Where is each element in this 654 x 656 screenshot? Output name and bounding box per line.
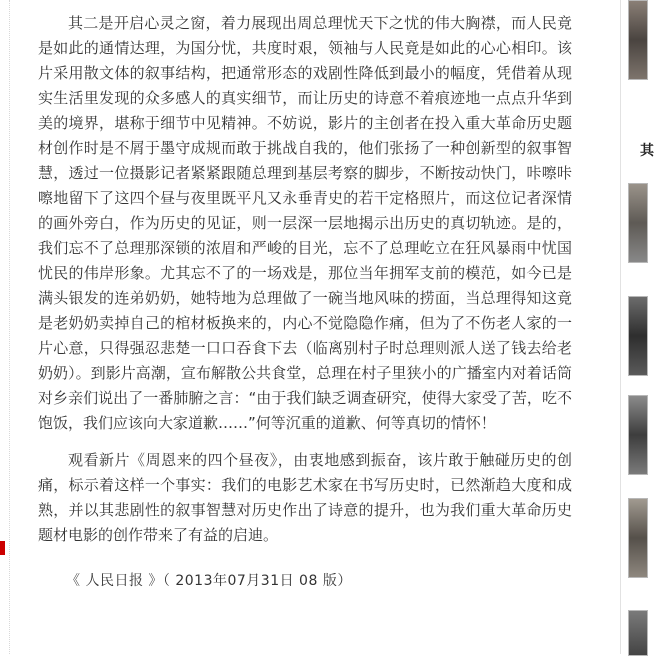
sidebar-thumbnail-image[interactable] xyxy=(628,183,648,263)
left-column-border xyxy=(0,0,10,654)
sidebar-thumbnail-image[interactable] xyxy=(628,296,648,376)
article-body xyxy=(38,11,572,560)
sidebar-thumbnail-image[interactable] xyxy=(628,610,648,656)
article-paragraph: 观看新片《周恩来的四个昼夜》，由衷地感到振奋，该片敢于触碰历史的创痛，标示着这样一个事实：我们的电影艺术家在书写历史时，已然渐趋大度和成熟，并以其悲剧性的叙事智慧对历史作出了诗意的提升，也为我们重大革命历史题材电影的创作带来了有益的启迪。 xyxy=(38,451,572,544)
left-red-tab[interactable] xyxy=(0,541,5,555)
sidebar-heading-fragment: 其 xyxy=(640,143,654,159)
article-paragraph: 其二是开启心灵之窗，着力展现出周总理忧天下之忧的伟大胸襟，而人民竟是如此的通情达理，为国分忧，共度时艰，领袖与人民竟是如此的心心相印。该片采用散文体的叙事结构，把通常形态的戏剧性降低到最小的幅度，凭借着从现实生活里发现的众多感人的真实细节，而让历史的诗意不着痕迹地一点点升华到美的境界，堪称于细节中见精神。不妨说，影片的主创者在投入重大革命历史题材创作时是不屑于墨守成规而敢于挑战自我的，他们张扬了一种创新型的叙事智慧，透过一位摄影记者紧紧跟随总理到基层考察的脚步，不断按动快门，咔嚓咔嚓地留下了这四个昼与夜里既平凡又永垂青史的若干定格照片，而这位记者深情的画外旁白，作为历史的见证，则一层深一层地揭示出历史的真切轨迹。是的，我们忘不了总理那深锁的浓眉和严峻的目光，忘不了总理屹立在狂风暴雨中忧国忧民的伟岸形象。尤其忘不了的一场戏是，那位当年拥军支前的模范，如今已是满头银发的连弟奶奶，她特地为总理做了一碗当地风味的捞面，当总理得知这竟是老奶奶卖掉自己的棺材板换来的，内心不觉隐隐作痛，但为了不伤老人家的一片心意，只得强忍悲楚一口口吞食下去（临离别村子时总理则派人送了钱去给老奶奶）。到影片高潮，宣布解散公共食堂，总理在村子里狭小的广播室内对着话筒对乡亲们说出了一番肺腑之言：“由于我们缺乏调查研究，使得大家受了苦，吃不饱饭，我们应该向大家道歉……”何等沉重的道歉、何等真切的情怀！ xyxy=(38,14,572,432)
article-source: 《 人民日报 》（ 2013年07月31日 08 版） xyxy=(66,573,352,589)
sidebar-thumbnail-image[interactable] xyxy=(628,498,648,578)
sidebar-thumbnail-image[interactable] xyxy=(628,0,648,80)
sidebar-thumbnail-image[interactable] xyxy=(628,395,648,475)
